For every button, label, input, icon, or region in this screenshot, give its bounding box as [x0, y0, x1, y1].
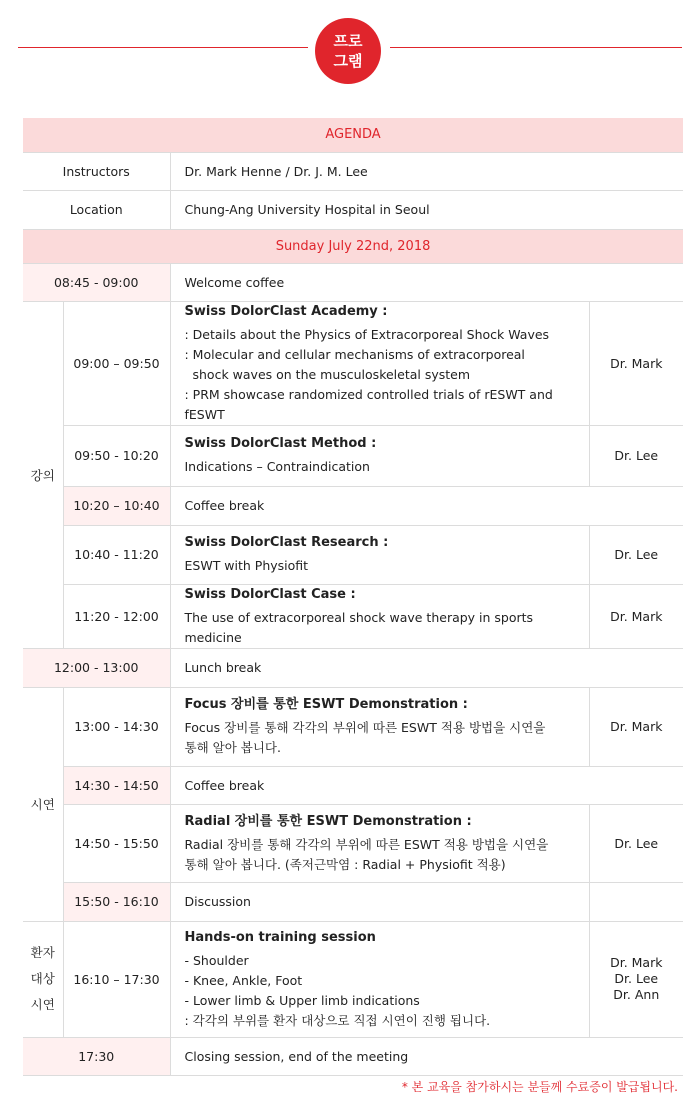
- session-content: [170, 584, 589, 648]
- speaker-cell: Dr. Mark: [589, 584, 683, 648]
- group-label-line: 대상: [30, 971, 55, 986]
- session-line: Radial 장비를 통해 각각의 부위에 따른 ESWT 적용 방법을 시연을: [184, 836, 549, 852]
- program-header: [0, 0, 700, 90]
- session-line: - Knee, Ankle, Foot: [184, 972, 303, 988]
- session-line: : Molecular and cellular mechanisms of extracorporeal: [184, 346, 525, 362]
- activity-cell: Closing session, end of the meeting: [170, 1037, 683, 1075]
- session-line: - Shoulder: [184, 952, 249, 968]
- instructors-value: Dr. Mark Henne / Dr. J. M. Lee: [170, 152, 683, 190]
- time-cell: 16:10 – 17:30: [63, 921, 170, 1037]
- agenda-table: [23, 118, 683, 1076]
- instructors-row: [23, 152, 683, 190]
- demo-group-label: 시연: [23, 687, 63, 921]
- time-cell: 13:00 - 14:30: [63, 687, 170, 766]
- patient-demo-group-label: [23, 921, 63, 1037]
- schedule-row: [23, 525, 683, 584]
- location-value: Chung-Ang University Hospital in Seoul: [170, 190, 683, 229]
- session-content: [170, 804, 589, 882]
- session-line: 통해 알아 봅니다.: [184, 740, 281, 755]
- session-line: : PRM showcase randomized controlled trials of rESWT and fESWT: [184, 386, 553, 422]
- session-line: : Details about the Physics of Extracorporeal Shock Waves: [184, 326, 550, 342]
- event-date: Sunday July 22nd, 2018: [23, 229, 683, 263]
- session-title: Focus 장비를 통한 ESWT Demonstration :: [184, 697, 468, 712]
- session-content: [170, 425, 589, 486]
- session-line: ESWT with Physiofit: [184, 558, 309, 573]
- program-badge: 프로 그램: [315, 18, 381, 84]
- session-title: Swiss DolorClast Method :: [184, 436, 377, 451]
- schedule-row: [23, 882, 683, 921]
- time-cell: 11:20 - 12:00: [63, 584, 170, 648]
- speaker-cell: Dr. Mark: [589, 301, 683, 425]
- session-title: Radial 장비를 통한 ESWT Demonstration :: [184, 813, 472, 829]
- time-cell: 08:45 - 09:00: [23, 263, 170, 301]
- activity-cell: Welcome coffee: [170, 263, 683, 301]
- activity-cell: Coffee break: [170, 486, 683, 525]
- schedule-row: [23, 766, 683, 804]
- speaker-cell: Dr. Lee: [589, 525, 683, 584]
- speaker-cell: [589, 921, 683, 1037]
- activity-cell: Lunch break: [170, 648, 683, 687]
- schedule-row: [23, 1037, 683, 1075]
- schedule-row: [23, 301, 683, 425]
- location-label: Location: [23, 190, 170, 229]
- session-title: Swiss DolorClast Research :: [184, 535, 389, 550]
- speaker-name: Dr. Lee: [614, 971, 659, 986]
- session-line: 통해 알아 봅니다. (족저근막염 : Radial + Physiofit 적용): [184, 856, 506, 872]
- time-cell: 09:50 - 10:20: [63, 425, 170, 486]
- session-content: [170, 301, 589, 425]
- speaker-cell-empty: [589, 882, 683, 921]
- time-cell: 10:40 - 11:20: [63, 525, 170, 584]
- schedule-row: [23, 263, 683, 301]
- session-title: Swiss DolorClast Case :: [184, 586, 356, 602]
- header-divider-right: [390, 47, 682, 48]
- session-line: Focus 장비를 통해 각각의 부위에 따른 ESWT 적용 방법을 시연을: [184, 720, 546, 735]
- speaker-cell: Dr. Mark: [589, 687, 683, 766]
- activity-cell: Coffee break: [170, 766, 683, 804]
- schedule-row: [23, 687, 683, 766]
- date-row: [23, 229, 683, 263]
- agenda-title-row: [23, 118, 683, 152]
- speaker-cell: Dr. Lee: [589, 425, 683, 486]
- group-label-line: 환자: [30, 945, 55, 960]
- schedule-row: [23, 584, 683, 648]
- certificate-footnote: * 본 교육을 참가하시는 분들께 수료증이 발급됩니다.: [401, 1080, 678, 1094]
- session-line: Indications – Contraindication: [184, 459, 370, 474]
- location-row: [23, 190, 683, 229]
- time-cell: 12:00 - 13:00: [23, 648, 170, 687]
- header-divider-left: [18, 47, 308, 48]
- session-title: Swiss DolorClast Academy :: [184, 303, 388, 319]
- speaker-cell: Dr. Lee: [589, 804, 683, 882]
- time-cell: 17:30: [23, 1037, 170, 1075]
- session-title: Hands-on training session: [184, 929, 376, 945]
- time-cell: 14:30 - 14:50: [63, 766, 170, 804]
- instructors-label: Instructors: [23, 152, 170, 190]
- speaker-name: Dr. Ann: [613, 987, 660, 1002]
- session-line: : 각각의 부위를 환자 대상으로 직접 시연이 진행 됩니다.: [184, 1012, 491, 1028]
- lecture-group-label: 강의: [23, 301, 63, 648]
- session-content: [170, 687, 589, 766]
- time-cell: 09:00 – 09:50: [63, 301, 170, 425]
- speaker-name: Dr. Mark: [610, 955, 663, 970]
- schedule-row: [23, 921, 683, 1037]
- activity-cell: Discussion: [170, 882, 589, 921]
- session-line: The use of extracorporeal shock wave therapy in sports medicine: [184, 609, 534, 645]
- time-cell: 10:20 – 10:40: [63, 486, 170, 525]
- session-line: - Lower limb & Upper limb indications: [184, 992, 420, 1008]
- agenda-title: AGENDA: [23, 118, 683, 152]
- time-cell: 15:50 - 16:10: [63, 882, 170, 921]
- session-content: [170, 921, 589, 1037]
- schedule-row: [23, 648, 683, 687]
- session-line: shock waves on the musculoskeletal system: [192, 366, 471, 382]
- schedule-row: [23, 425, 683, 486]
- schedule-row: [23, 804, 683, 882]
- session-content: [170, 525, 589, 584]
- group-label-line: 시연: [30, 997, 55, 1012]
- time-cell: 14:50 - 15:50: [63, 804, 170, 882]
- schedule-row: [23, 486, 683, 525]
